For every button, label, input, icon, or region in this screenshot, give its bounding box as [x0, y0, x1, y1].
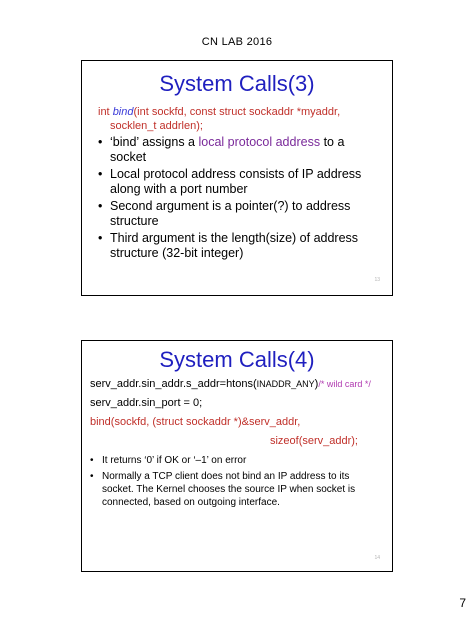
- code-line-4: sizeof(serv_addr);: [269, 435, 358, 447]
- bullet-item: • Normally a TCP client does not bind an IP address to its socket. The Kernel chooses the source IP when socket is connected, based on outgoing interface.: [90, 470, 378, 509]
- signature-args-continued: socklen_t addrlen);: [110, 120, 203, 132]
- bullet-item: [98, 135, 378, 165]
- code-line-2: serv_addr.sin_port = 0;: [90, 397, 203, 409]
- slide-title: System Calls(4): [159, 347, 315, 372]
- bullet-text: ‘bind’ assigns a: [110, 135, 199, 149]
- page-header: CN LAB 2016: [201, 36, 273, 48]
- bullet-item: • Third argument is the length(size) of address structure (32-bit integer): [98, 231, 378, 261]
- code-line-1: [90, 377, 382, 391]
- slide-number: 14: [374, 555, 380, 561]
- slide-number: 13: [374, 277, 380, 283]
- slide-system-calls-3: [81, 60, 393, 296]
- bullet-text: to a socket: [110, 135, 345, 164]
- code-constant: INADDR_ANY: [256, 379, 315, 389]
- bullet-list: [98, 135, 378, 261]
- slide-system-calls-4: [81, 340, 393, 572]
- bullet-item: • It returns ‘0’ if OK or ‘–1’ on error: [90, 454, 378, 467]
- bullet-item: • Second argument is a pointer(?) to address structure: [98, 199, 378, 229]
- return-type: int: [98, 106, 113, 118]
- slide-title: System Calls(3): [159, 71, 315, 96]
- signature-args: (int sockfd, const struct sockaddr *myaddr,: [133, 106, 341, 118]
- bind-signature: [98, 105, 378, 119]
- code-comment: /* wild card */: [318, 379, 371, 389]
- bullet-item: • Local protocol address consists of IP address along with a port number: [98, 167, 378, 197]
- code-text: ): [314, 378, 319, 390]
- code-text: serv_addr.sin_addr.s_addr=htons(: [90, 378, 257, 390]
- function-name: bind: [112, 106, 134, 118]
- code-line-3: bind(sockfd, (struct sockaddr *)&serv_addr,: [90, 416, 301, 428]
- bullet-list: [90, 454, 378, 509]
- bullet-highlight: local protocol address: [198, 135, 321, 149]
- page-number: 7: [459, 596, 466, 610]
